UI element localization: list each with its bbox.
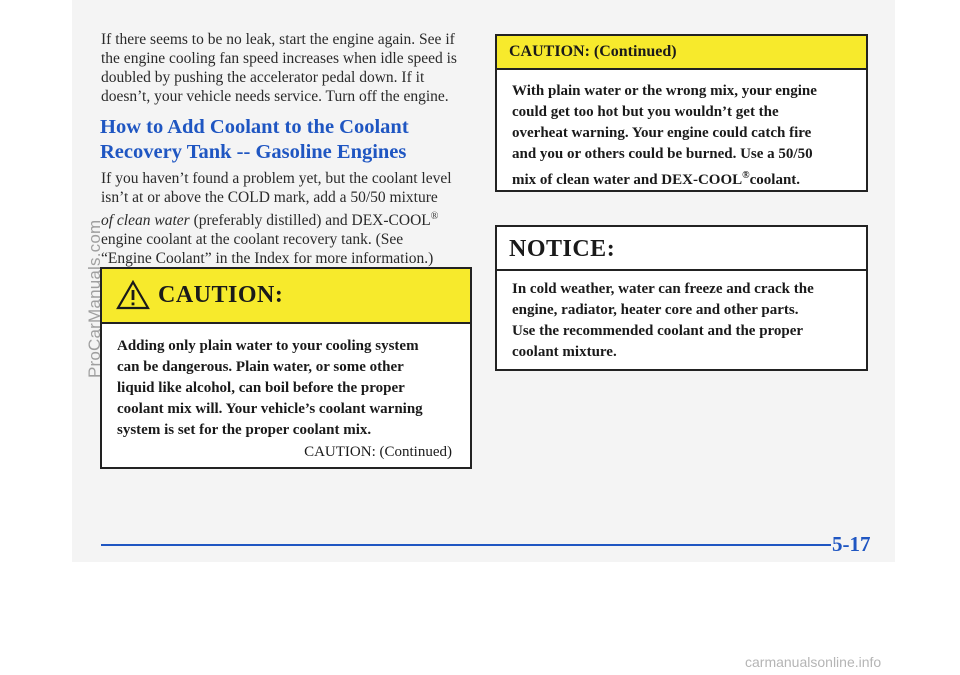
caution-line: Adding only plain water to your cooling system [117, 338, 419, 354]
caution-continued-title: CAUTION: (Continued) [509, 43, 677, 60]
caution-continued-label: CAUTION: (Continued) [304, 444, 452, 460]
intro-line: the engine cooling fan speed increases when idle speed is [101, 50, 457, 67]
caution-fragment: coolant. [749, 172, 801, 188]
notice-line: engine, radiator, heater core and other parts. [512, 302, 799, 318]
caution-line: With plain water or the wrong mix, your engine [512, 83, 817, 99]
notice-title: NOTICE: [509, 236, 616, 262]
notice-line: Use the recommended coolant and the proper [512, 323, 804, 339]
intro-paragraph [101, 30, 475, 106]
section-paragraph [101, 169, 475, 268]
intro-line: doubled by pushing the accelerator pedal down. If it [101, 69, 425, 86]
caution-line [512, 165, 866, 191]
bottom-watermark: carmanualsonline.info [745, 654, 882, 670]
caution-title: CAUTION: [158, 282, 284, 308]
caution-continued-box [495, 34, 868, 192]
section-heading [100, 115, 480, 165]
side-watermark: ProCarManuals.com [85, 219, 104, 378]
caution-line: and you or others could be burned. Use a 50/50 [512, 146, 813, 162]
intro-line: If there seems to be no leak, start the engine again. See if [101, 31, 455, 48]
caution-body [102, 324, 470, 463]
caution-line: system is set for the proper coolant mix. [117, 422, 372, 438]
intro-line: doesn’t, your vehicle needs service. Turn off the engine. [101, 88, 449, 105]
notice-line: coolant mixture. [512, 344, 617, 360]
caution-continued-body [497, 70, 866, 191]
caution-line: could get too hot but you wouldn’t get the [512, 104, 779, 120]
caution-header [102, 269, 470, 324]
warning-triangle-icon [116, 280, 150, 315]
footer-rule [101, 544, 831, 546]
heading-line: How to Add Coolant to the Coolant [100, 116, 409, 138]
notice-box [495, 225, 868, 371]
emphasized-phrase: of clean water [101, 212, 190, 230]
caution-line: can be dangerous. Plain water, or some other [117, 359, 404, 375]
caution-line: coolant mix will. Your vehicle’s coolant warning [117, 401, 423, 417]
paragraph-line: If you haven’t found a problem yet, but the coolant level [101, 170, 452, 187]
paragraph-line [101, 207, 475, 230]
notice-line: In cold weather, water can freeze and crack the [512, 281, 814, 297]
paragraph-fragment: (preferably distilled) and DEX-COOL [189, 212, 431, 230]
paragraph-line: isn’t at or above the COLD mark, add a 50/50 mixture [101, 189, 438, 206]
caution-line: liquid like alcohol, can boil before the proper [117, 380, 405, 396]
registered-mark: ® [430, 211, 439, 222]
notice-body [497, 271, 866, 363]
caution-continued-header [497, 36, 866, 70]
paragraph-line: engine coolant at the coolant recovery tank. (See [101, 231, 404, 249]
caution-fragment: mix of clean water and DEX-COOL [512, 172, 743, 188]
registered-mark: ® [742, 170, 750, 181]
heading-line: Recovery Tank -- Gasoline Engines [100, 141, 407, 163]
page-number: 5-17 [832, 532, 871, 556]
notice-header [497, 227, 866, 271]
paragraph-line: “Engine Coolant” in the Index for more information.) [101, 250, 434, 268]
caution-line: overheat warning. Your engine could catch fire [512, 125, 812, 141]
caution-box [100, 267, 472, 469]
